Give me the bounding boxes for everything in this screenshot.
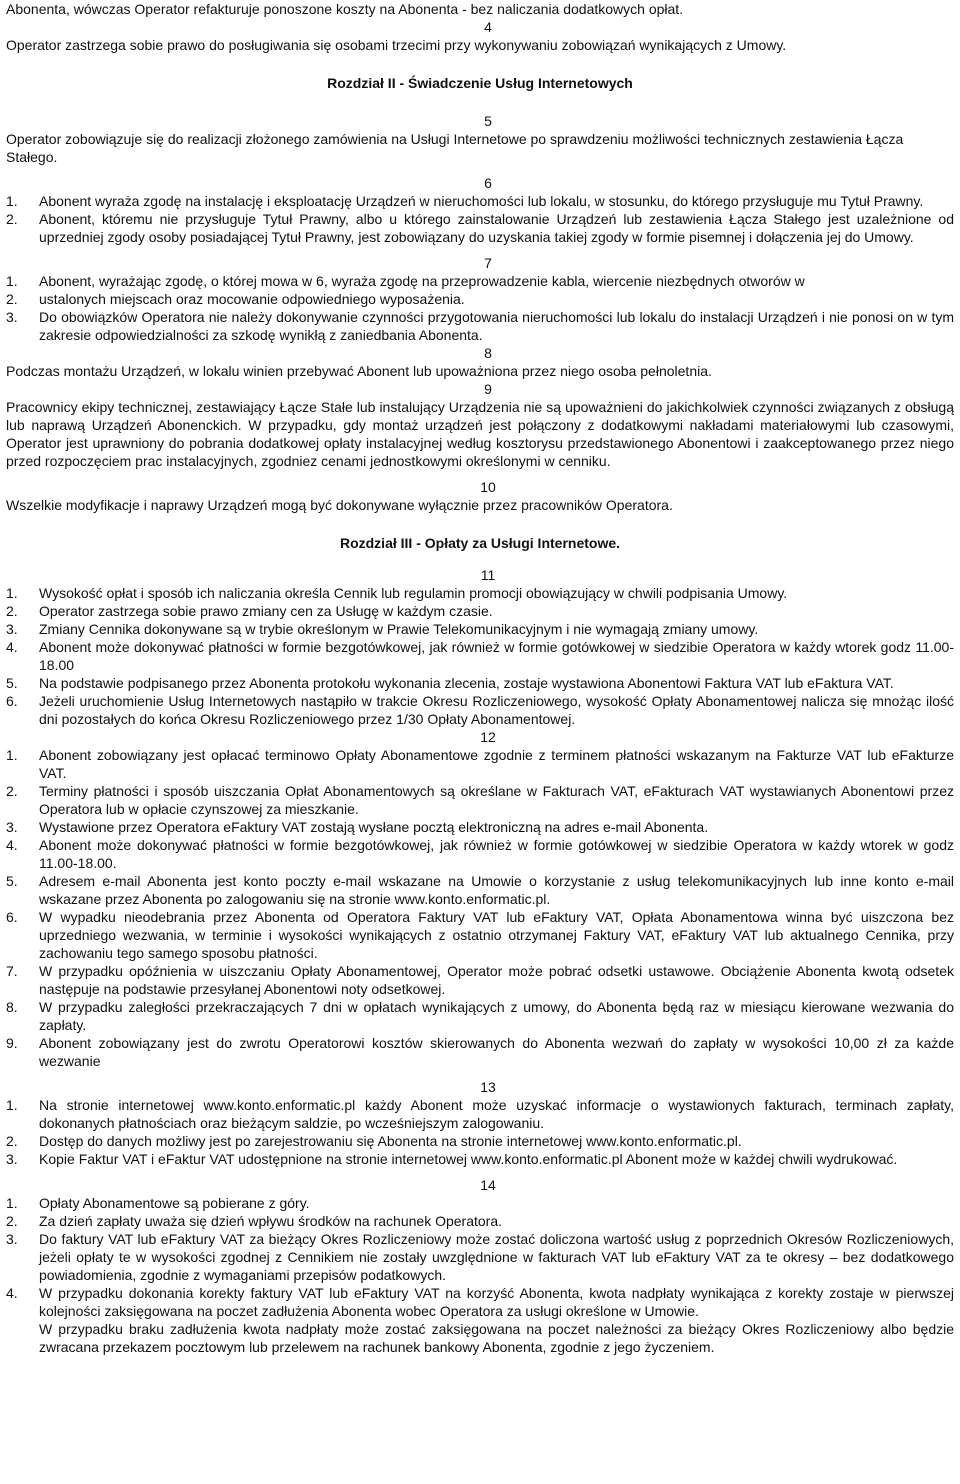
list-item-text: Na podstawie podpisanego przez Abonenta protokołu wykonania zlecenia, zostaje wystawiona Abonentowi Faktura VAT lub eFaktura VAT. xyxy=(39,675,894,691)
list-item-text: Zmiany Cennika dokonywane są w trybie określonym w Prawie Telekomunikacyjnym i nie wymagają zmiany umowy. xyxy=(39,621,759,637)
list-item xyxy=(6,818,954,836)
list-item xyxy=(6,602,954,620)
list-item xyxy=(6,746,954,782)
list-item-text: Opłaty Abonamentowe są pobierane z góry. xyxy=(39,1195,310,1211)
list-item-text: Dostęp do danych możliwy jest po zarejestrowaniu się Abonenta na stronie internetowej www.konto.enformatic.pl. xyxy=(39,1133,742,1149)
list-item-number: 5. xyxy=(6,873,18,889)
list-item-number: 4. xyxy=(6,639,18,655)
list-item-number: 2. xyxy=(6,603,18,619)
list-item xyxy=(6,782,954,818)
list-item xyxy=(6,872,954,908)
chapter-title: Rozdział II - Świadczenie Usług Internetowych xyxy=(327,75,633,91)
list-item-text: Kopie Faktur VAT i eFaktur VAT udostępnione na stronie internetowej www.konto.enformatic.pl Abonent może w każdej chwili wydrukować. xyxy=(39,1151,898,1167)
list-item-number: 4. xyxy=(6,1285,18,1301)
list-item xyxy=(6,584,954,602)
list-item xyxy=(6,1230,954,1284)
list-item-number: 6. xyxy=(6,909,18,925)
list-item xyxy=(6,1150,954,1168)
section-number: 12 xyxy=(480,729,496,745)
list-item-number: 3. xyxy=(6,819,18,835)
list-item-text: Do faktury VAT lub eFaktury VAT za bieżący Okres Rozliczeniowy może zostać doliczona wartość usług z poprzednich Okresów Rozliczeniowych, jeżeli opłaty te w wysokości zgodnej z Cennikiem nie zostały uwzględnione w fakturach VAT lub eFaktury VAT za te okresy – bez dodatkowego powiadomienia, zgodnie z wymaganiami przepisów podatkowych. xyxy=(39,1231,954,1283)
section-number: 10 xyxy=(480,479,496,495)
list-section-6 xyxy=(6,192,954,246)
section-number: 5 xyxy=(484,113,492,129)
list-item-text: W wypadku nieodebrania przez Abonenta od Operatora Faktury VAT lub eFaktury VAT, Opłata Abonamentowa winna być uiszczona bez uprzedniego wezwania, w terminie i wysokości wynikających z ostatnio otrzymanej Faktury VAT, eFaktury VAT lub aktualnego Cennika, przy zachowaniu tego samego sposobu płatności. xyxy=(39,909,954,961)
list-item xyxy=(6,210,954,246)
list-item-text: Abonent, któremu nie przysługuje Tytuł Prawny, albo u którego zainstalowanie Urządzeń lub zestawienia Łącza Stałego jest uzależnione od uprzedniej zgody osoby posiadającej Tytuł Prawny, jest zobowiązany do uzyskania takiej zgody w formie pisemnej i dołączenia jej do Umowy. xyxy=(39,211,954,245)
list-item-text: Na stronie internetowej www.konto.enformatic.pl każdy Abonent może uzyskać informacje o wystawionych fakturach, terminach zapłaty, dokonanych płatnościach oraz bieżącym saldzie, po wcześniejszym zalogowaniu. xyxy=(39,1097,954,1131)
section-number: 6 xyxy=(484,175,492,191)
list-item xyxy=(6,1212,954,1230)
list-item-text: Operator zastrzega sobie prawo zmiany cen za Usługę w każdym czasie. xyxy=(39,603,493,619)
list-item-number: 1. xyxy=(6,1097,18,1113)
list-item-text: ustalonych miejscach oraz mocowanie odpowiedniego wyposażenia. xyxy=(39,291,465,307)
list-section-14 xyxy=(6,1194,954,1320)
list-item xyxy=(6,692,954,728)
list-item-text: Abonent może dokonywać płatności w formie bezgotówkowej, jak również w formie gotówkowej w siedzibie Operatora w każdy wtorek godz 11.00-18.00 xyxy=(39,639,954,673)
list-item-number: 5. xyxy=(6,675,18,691)
list-item xyxy=(6,1034,954,1070)
list-item-text: Wystawione przez Operatora eFaktury VAT zostają wysłane pocztą elektroniczną na adres e-mail Abonenta. xyxy=(39,819,709,835)
list-item-continuation: W przypadku braku zadłużenia kwota nadpłaty może zostać zaksięgowana na poczet należności za bieżący Okres Rozliczeniowy albo będzie zwracana przekazem pocztowym lub przelewem na rachunek bankowy Abonenta, zgodnie z jego życzeniem. xyxy=(39,1321,954,1355)
chapter-title: Rozdział III - Opłaty za Usługi Internetowe. xyxy=(339,535,621,551)
list-item-number: 1. xyxy=(6,273,18,289)
list-item-text: Abonent zobowiązany jest opłacać terminowo Opłaty Abonamentowe zgodnie z terminem płatności wskazanym na Fakturze VAT lub eFakturze VAT. xyxy=(39,747,954,781)
list-item-text: Do obowiązków Operatora nie należy dokonywanie czynności przygotowania nieruchomości lub lokalu do instalacji Urządzeń i nie ponosi on w tym zakresie odpowiedzialności za szkodę wynikłą z zaniedbania Abonenta. xyxy=(39,309,954,343)
list-item-number: 3. xyxy=(6,309,18,325)
section-number: 11 xyxy=(480,567,496,583)
list-item-text: Abonent zobowiązany jest do zwrotu Operatorowi kosztów skierowanych do Abonenta wezwań do zapłaty w wysokości 10,00 zł za każde wezwanie xyxy=(39,1035,954,1069)
list-item-number: 1. xyxy=(6,585,18,601)
list-item-number: 1. xyxy=(6,1195,18,1211)
list-item-number: 2. xyxy=(6,1213,18,1229)
list-item xyxy=(6,1284,954,1320)
list-item xyxy=(6,290,954,308)
section-number: 8 xyxy=(484,345,492,361)
list-item xyxy=(6,620,954,638)
list-item xyxy=(6,998,954,1034)
list-item xyxy=(6,674,954,692)
list-item-number: 3. xyxy=(6,1151,18,1167)
list-item-number: 8. xyxy=(6,999,18,1015)
paragraph: Wszelkie modyfikacje i naprawy Urządzeń mogą być dokonywane wyłącznie przez pracowników Operatora. xyxy=(6,497,673,513)
paragraph: Operator zobowiązuje się do realizacji złożonego zamówienia na Usługi Internetowe po sprawdzeniu możliwości technicznych zestawienia Łącza Stałego. xyxy=(6,131,904,165)
paragraph: Podczas montażu Urządzeń, w lokalu winien przebywać Abonent lub upoważniona przez niego osoba pełnoletnia. xyxy=(6,363,712,379)
list-item-text: Terminy płatności i sposób uiszczania Opłat Abonamentowych są określane w Fakturach VAT, eFakturach VAT wystawianych Abonentowi przez Operatora lub w opłacie czynszowej za mieszkanie. xyxy=(39,783,954,817)
list-item-number: 9. xyxy=(6,1035,18,1051)
list-item-number: 2. xyxy=(6,291,18,307)
section-number: 7 xyxy=(484,255,492,271)
list-section-12 xyxy=(6,746,954,1070)
list-item-number: 2. xyxy=(6,783,18,799)
list-item-number: 3. xyxy=(6,621,18,637)
list-item-number: 6. xyxy=(6,693,18,709)
list-item xyxy=(6,836,954,872)
list-item-text: W przypadku opóźnienia w uiszczaniu Opłaty Abonamentowej, Operator może pobrać odsetki ustawowe. Obciążenie Abonenta kwotą odsetek następuje na podstawie przesyłanej Abonentowi noty odsetkowej. xyxy=(39,963,954,997)
list-item-text: Abonent wyraża zgodę na instalację i eksploatację Urządzeń w nieruchomości lub lokalu, w stosunku, do którego przysługuje mu Tytuł Prawny. xyxy=(39,193,924,209)
section-number: 13 xyxy=(480,1079,496,1095)
list-item xyxy=(6,1132,954,1150)
list-section-13 xyxy=(6,1096,954,1168)
list-item-number: 7. xyxy=(6,963,18,979)
paragraph: Operator zastrzega sobie prawo do posługiwania się osobami trzecimi przy wykonywaniu zobowiązań wynikających z Umowy. xyxy=(6,37,787,53)
list-item-number: 4. xyxy=(6,837,18,853)
list-item xyxy=(6,908,954,962)
list-item xyxy=(6,192,954,210)
section-number: 14 xyxy=(480,1177,496,1193)
list-item xyxy=(6,638,954,674)
list-item-text: Abonent może dokonywać płatności w formie bezgotówkowej, jak również w formie gotówkowej w siedzibie Operatora w każdy wtorek w godz 11.00-18.00. xyxy=(39,837,954,871)
paragraph: Pracownicy ekipy technicznej, zestawiający Łącze Stałe lub instalujący Urządzenia nie są upoważnieni do jakichkolwiek czynności związanych z obsługą lub naprawą Urządzeń Abonenckich. W przypadku, gdy montaż urządzeń jest połączony z dodatkowymi nakładami materiałowymi lub czasowymi, Operator jest uprawniony do pobrania dodatkowej opłaty instalacyjnej według kosztorysu przedstawionego Abonentowi i zaakceptowanego przez niego przed rozpoczęciem prac instalacyjnych, zgodniez cenami jednostkowymi określonymi w cenniku. xyxy=(6,399,954,469)
list-item-text: Za dzień zapłaty uważa się dzień wpływu środków na rachunek Operatora. xyxy=(39,1213,503,1229)
text-line: Abonenta, wówczas Operator refakturuje ponoszone koszty na Abonenta - bez naliczania dodatkowych opłat. xyxy=(6,1,684,17)
list-item xyxy=(6,272,954,290)
list-item xyxy=(6,1194,954,1212)
list-section-7 xyxy=(6,272,954,344)
list-item xyxy=(6,1096,954,1132)
list-item-text: W przypadku zaległości przekraczających 7 dni w opłatach wynikających z umowy, do Abonenta będą raz w miesiącu kierowane wezwania do zapłaty. xyxy=(39,999,954,1033)
list-item-text: Jeżeli uruchomienie Usług Internetowych nastąpiło w trakcie Okresu Rozliczeniowego, wysokość Opłaty Abonamentowej nalicza się mnożąc ilość dni pozostałych do końca Okresu Rozliczeniowego przez 1/30 Opłaty Abonamentowej. xyxy=(39,693,954,727)
section-number: 4 xyxy=(484,19,492,35)
list-item-number: 1. xyxy=(6,193,18,209)
list-item-number: 2. xyxy=(6,1133,18,1149)
list-item-text: Abonent, wyrażając zgodę, o której mowa w 6, wyraża zgodę na przeprowadzenie kabla, wiercenie niezbędnych otworów w xyxy=(39,273,805,289)
list-item-number: 1. xyxy=(6,747,18,763)
list-section-11 xyxy=(6,584,954,728)
section-number: 9 xyxy=(484,381,492,397)
list-item-text: W przypadku dokonania korekty faktury VAT lub eFaktury VAT na korzyść Abonenta, kwota nadpłaty wynikająca z korekty zostaje w pierwszej kolejności zaksięgowana na poczet zadłużenia Abonenta wobec Operatora za usługi określone w Umowie. xyxy=(39,1285,954,1319)
list-item-number: 2. xyxy=(6,211,18,227)
list-item-text: Adresem e-mail Abonenta jest konto poczty e-mail wskazane na Umowie o korzystanie z usług telekomunikacyjnych lub inne konto e-mail wskazane przez Abonenta po zalogowaniu się na stronie www.konto.enformatic.pl. xyxy=(39,873,954,907)
list-item xyxy=(6,308,954,344)
list-item-number: 3. xyxy=(6,1231,18,1247)
list-item xyxy=(6,962,954,998)
list-item-text: Wysokość opłat i sposób ich naliczania określa Cennik lub regulamin promocji obowiązujący w chwili podpisania Umowy. xyxy=(39,585,788,601)
